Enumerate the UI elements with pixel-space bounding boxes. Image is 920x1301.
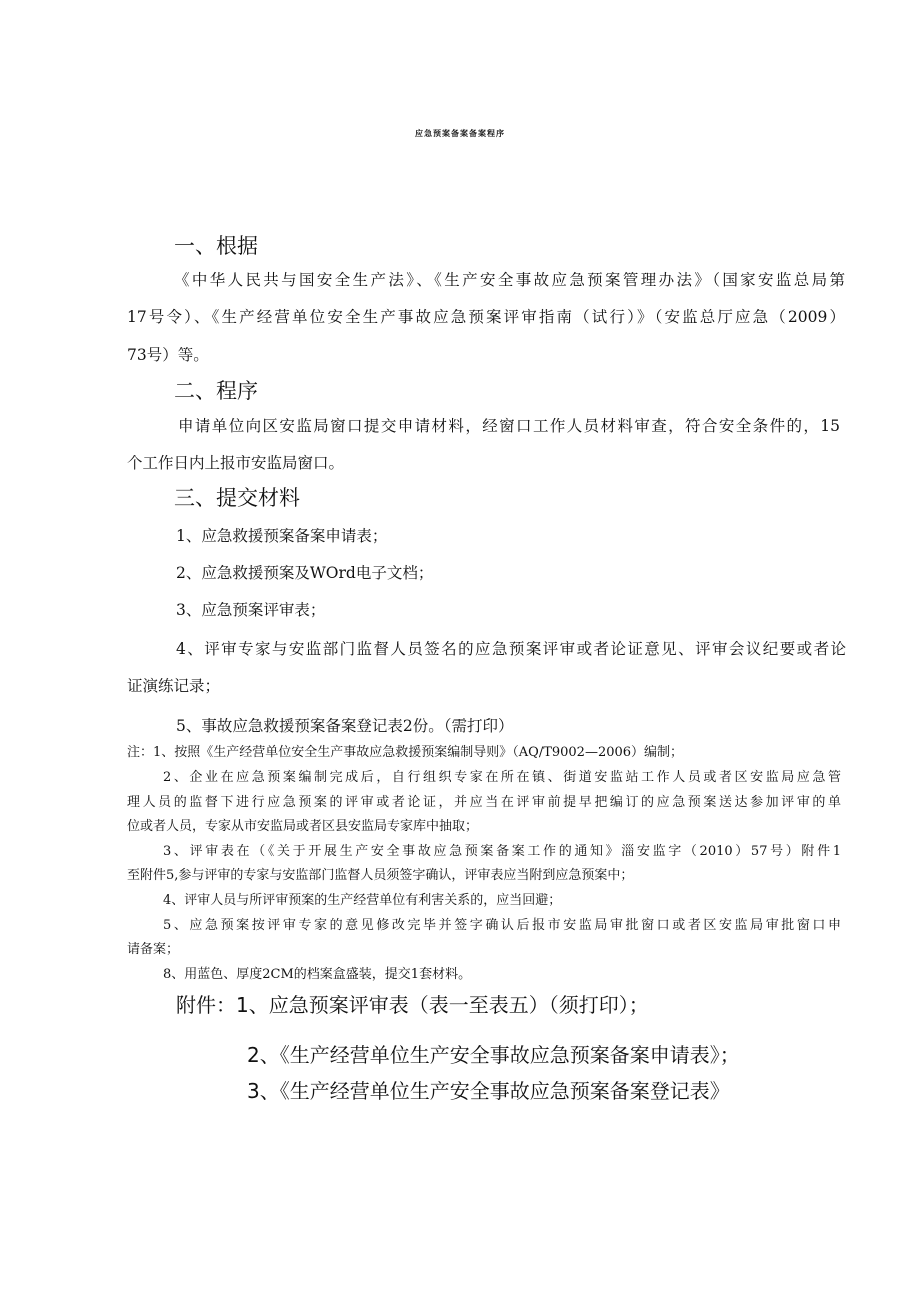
note-line-8: 5、应急预案按评审专家的意见修改完毕并签字确认后报市安监局审批窗口或者区安监局审批窗口申 [163,918,841,933]
note-line-5: 3、评审表在（《关于开展生产安全事故应急预案备案工作的通知》淄安监字（2010）57号）附件1 [163,844,841,859]
material-item-4: 4、评审专家与安监部门监督人员签名的应急预案评审或者论证意见、评审会议纪要或者论 [176,640,846,658]
note-line-10: 8、用蓝色、厚度2CM的档案盒盛装，提交1套材料。 [163,967,472,982]
note-line-2: 2、企业在应急预案编制完成后，自行组织专家在所在镇、街道安监站工作人员或者区安监局应急管 [163,770,841,785]
page-title: 应急预案备案备案程序 [415,129,505,138]
basis-line-2: 17号令）、《生产经营单位安全生产事故应急预案评审指南（试行）》（安监总厅应急（2009） [127,308,845,326]
material-item-5: 5、事故应急救援预案备案登记表2份。（需打印） [176,717,514,735]
note-line-6: 至附件5,参与评审的专家与安监部门监督人员须签字确认，评审表应当附到应急预案中； [127,868,634,883]
section-heading-procedure: 二、程序 [174,379,258,403]
material-item-4-cont: 证演练记录； [127,677,221,695]
material-item-1: 1、应急救援预案备案申请表； [176,527,388,545]
attachment-1: 附件：1、应急预案评审表（表一至表五）（须打印）； [176,993,649,1017]
procedure-line-1: 申请单位向区安监局窗口提交申请材料，经窗口工作人员材料审查，符合安全条件的，15 [178,417,840,435]
material-item-2: 2、应急救援预案及WOrd电子文档； [176,564,434,582]
attachment-3: 3、《生产经营单位生产安全事故应急预案备案登记表》 [247,1079,730,1103]
note-line-3: 理人员的监督下进行应急预案的评审或者论证，并应当在评审前提早把编订的应急预案送达参加评审的单 [127,795,841,810]
section-heading-materials: 三、提交材料 [174,486,300,510]
material-item-3: 3、应急预案评审表； [176,601,326,619]
note-line-1: 注：1、按照《生产经营单位安全生产事故应急救援预案编制导则》（AQ/T9002—2006）编制； [127,745,684,760]
section-heading-basis: 一、根据 [174,234,258,258]
note-line-4: 位或者人员，专家从市安监局或者区县安监局专家库中抽取； [127,819,479,834]
procedure-line-2: 个工作日内上报市安监局窗口。 [127,454,345,472]
attachment-2: 2、《生产经营单位生产安全事故应急预案备案申请表》； [247,1043,740,1067]
basis-line-1: 《中华人民共与国安全生产法》、《生产安全事故应急预案管理办法》（国家安监总局第 [174,271,845,289]
basis-line-3: 73号）等。 [127,346,209,364]
note-line-7: 4、评审人员与所评审预案的生产经营单位有利害关系的，应当回避； [163,893,562,908]
note-line-9: 请备案； [127,942,180,957]
